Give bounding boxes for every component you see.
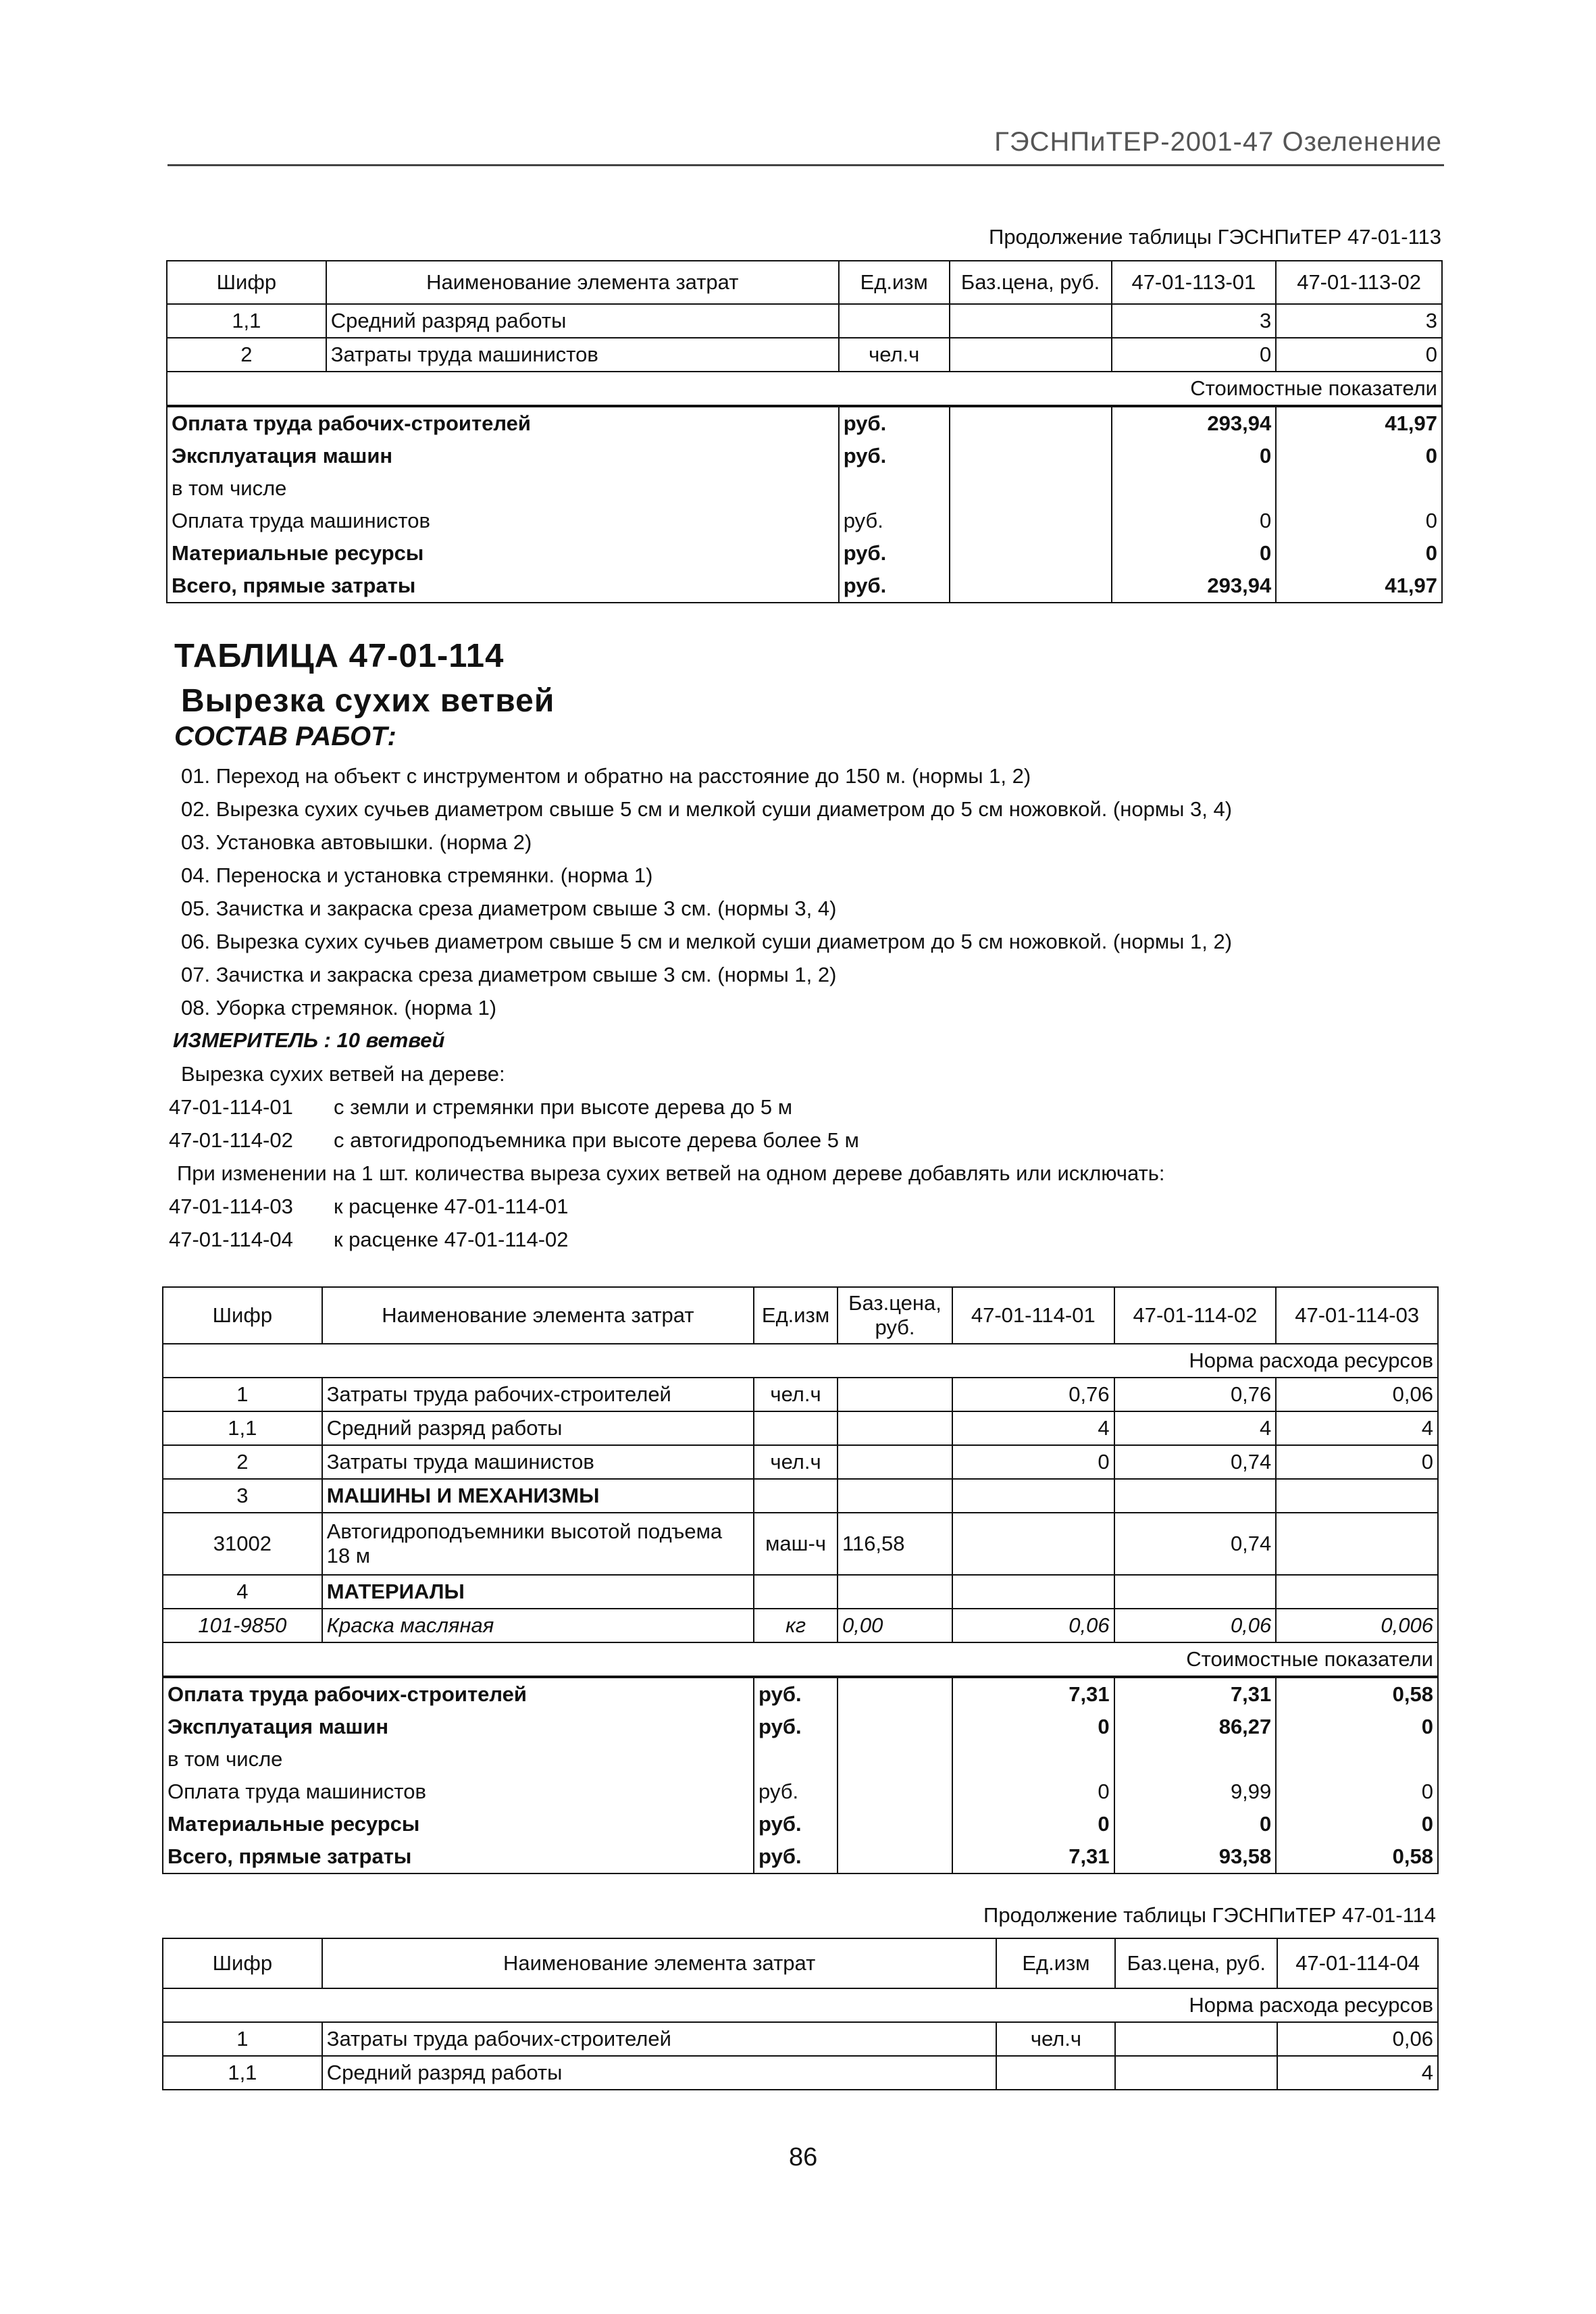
cell-unit: чел.ч xyxy=(754,1445,838,1479)
cell-price: 0,00 xyxy=(838,1609,952,1642)
table-row xyxy=(167,570,1442,603)
cell-price xyxy=(950,304,1112,338)
cell-code: 1 xyxy=(163,2022,322,2056)
work-item: 02. Вырезка сухих сучьев диаметром свыше 5 см и мелкой суши диаметром до 5 см ножовкой. (нормы 3, 4) xyxy=(181,797,1233,821)
table-row xyxy=(163,1513,1438,1575)
code-text: к расценке 47-01-114-01 xyxy=(334,1194,569,1218)
cell-price xyxy=(838,1808,952,1840)
cell-value: 0,06 xyxy=(1114,1609,1277,1642)
cell-value: 0 xyxy=(952,1808,1114,1840)
cell-price xyxy=(950,505,1112,537)
cell-value: 3 xyxy=(1112,304,1277,338)
table3-col-code: Шифр xyxy=(163,1938,322,1988)
table3-col-114-04: 47-01-114-04 xyxy=(1277,1938,1438,1988)
cell-value: 0,06 xyxy=(952,1609,1114,1642)
cell-value: 0 xyxy=(1276,1776,1438,1808)
cell-value: 41,97 xyxy=(1276,406,1442,440)
work-item: 04. Переноска и установка стремянки. (норма 1) xyxy=(181,863,653,887)
cell-unit xyxy=(839,304,950,338)
cell-value: 0,006 xyxy=(1276,1609,1438,1642)
table2-col-114-02: 47-01-114-02 xyxy=(1114,1287,1277,1344)
table1-cost-label-row xyxy=(167,372,1442,406)
cell-value: 0 xyxy=(1276,1711,1438,1743)
cell-value: 0 xyxy=(1276,1445,1438,1479)
table1-col-name: Наименование элемента затрат xyxy=(326,261,839,304)
cell-price xyxy=(838,1711,952,1743)
cell-unit xyxy=(754,1411,838,1445)
cell-value: 0 xyxy=(952,1776,1114,1808)
cell-name: Оплата труда машинистов xyxy=(163,1776,754,1808)
cell-price xyxy=(838,1479,952,1513)
table1-col-113-01: 47-01-113-01 xyxy=(1112,261,1277,304)
table2-col-unit: Ед.изм xyxy=(754,1287,838,1344)
table-row xyxy=(163,1840,1438,1873)
table3-col-name: Наименование элемента затрат xyxy=(322,1938,997,1988)
work-item: 05. Зачистка и закраска среза диаметром свыше 3 см. (нормы 3, 4) xyxy=(181,897,837,920)
cell-price xyxy=(950,338,1112,372)
section-title: ТАБЛИЦА 47-01-114 xyxy=(174,638,505,674)
cell-name: Всего, прямые затраты xyxy=(163,1840,754,1873)
cell-value xyxy=(1114,1743,1277,1776)
header-rule xyxy=(168,164,1444,166)
cell-code: 1,1 xyxy=(163,1411,322,1445)
cost-label: Стоимостные показатели xyxy=(163,1642,1438,1677)
cell-value: 293,94 xyxy=(1112,406,1277,440)
table-row xyxy=(167,338,1442,372)
cell-value: 7,31 xyxy=(952,1677,1114,1711)
cell-name: Материальные ресурсы xyxy=(163,1808,754,1840)
cell-value: 0,76 xyxy=(952,1378,1114,1411)
cell-value xyxy=(1276,1575,1438,1609)
cell-price: 116,58 xyxy=(838,1513,952,1575)
cell-name: Всего, прямые затраты xyxy=(167,570,839,603)
table-row xyxy=(167,537,1442,570)
cell-unit xyxy=(996,2056,1115,2090)
table-row xyxy=(167,472,1442,505)
cell-name: Автогидроподъемники высотой подъема 18 м xyxy=(322,1513,754,1575)
table3-norm-label-row xyxy=(163,1988,1438,2022)
cell-name: Краска масляная xyxy=(322,1609,754,1642)
intro-text: Вырезка сухих ветвей на дереве: xyxy=(181,1062,505,1086)
table-row xyxy=(163,2022,1438,2056)
cell-value: 4 xyxy=(1277,2056,1438,2090)
table2-col-114-03: 47-01-114-03 xyxy=(1276,1287,1438,1344)
cell-unit: руб. xyxy=(754,1711,838,1743)
cell-unit: руб. xyxy=(754,1808,838,1840)
table-row xyxy=(167,304,1442,338)
norm-label: Норма расхода ресурсов xyxy=(163,1988,1438,2022)
table2-col-114-01: 47-01-114-01 xyxy=(952,1287,1114,1344)
cell-name: Оплата труда рабочих-строителей xyxy=(163,1677,754,1711)
cell-name: в том числе xyxy=(167,472,839,505)
code-label: 47-01-114-04 xyxy=(169,1228,293,1251)
code-label: 47-01-114-02 xyxy=(169,1128,293,1152)
izmeritel: ИЗМЕРИТЕЛЬ : 10 ветвей xyxy=(173,1028,445,1052)
cell-price xyxy=(950,472,1112,505)
table-row xyxy=(163,1677,1438,1711)
cell-name: Средний разряд работы xyxy=(322,1411,754,1445)
cell-price xyxy=(950,537,1112,570)
cell-name: МАТЕРИАЛЫ xyxy=(322,1575,754,1609)
cell-code: 1,1 xyxy=(163,2056,322,2090)
code-label: 47-01-114-03 xyxy=(169,1194,293,1218)
cell-code: 31002 xyxy=(163,1513,322,1575)
cell-value: 0 xyxy=(1276,1808,1438,1840)
sostav-heading: СОСТАВ РАБОТ: xyxy=(174,722,396,751)
table-row xyxy=(163,1609,1438,1642)
table2-col-name: Наименование элемента затрат xyxy=(322,1287,754,1344)
table1-continuation: Продолжение таблицы ГЭСНПиТЕР 47-01-113 xyxy=(989,225,1441,249)
table-row xyxy=(163,1743,1438,1776)
table-row xyxy=(163,1776,1438,1808)
change-note: При изменении на 1 шт. количества выреза сухих ветвей на одном дереве добавлять или исключать: xyxy=(177,1161,1165,1185)
cell-value: 4 xyxy=(952,1411,1114,1445)
table1-header-row xyxy=(167,261,1442,304)
code-label: 47-01-114-01 xyxy=(169,1095,293,1119)
cell-value: 0 xyxy=(1114,1808,1277,1840)
cell-unit xyxy=(754,1743,838,1776)
cell-price xyxy=(838,1677,952,1711)
cell-value xyxy=(1112,472,1277,505)
table-row xyxy=(163,1445,1438,1479)
cell-value: 0 xyxy=(1112,338,1277,372)
cell-unit: маш-ч xyxy=(754,1513,838,1575)
cell-unit xyxy=(754,1575,838,1609)
section-subtitle: Вырезка сухих ветвей xyxy=(181,683,555,719)
cell-unit: руб. xyxy=(839,570,950,603)
cell-value xyxy=(952,1513,1114,1575)
norm-label: Норма расхода ресурсов xyxy=(163,1344,1438,1378)
cell-value xyxy=(1114,1575,1277,1609)
cell-unit xyxy=(754,1479,838,1513)
cell-name: Средний разряд работы xyxy=(326,304,839,338)
cell-name: Затраты труда рабочих-строителей xyxy=(322,2022,997,2056)
table3-header-row xyxy=(163,1938,1438,1988)
cell-value: 0 xyxy=(1112,537,1277,570)
cell-value xyxy=(1114,1479,1277,1513)
cell-unit: чел.ч xyxy=(754,1378,838,1411)
cell-unit: руб. xyxy=(839,537,950,570)
cell-unit: руб. xyxy=(754,1840,838,1873)
cell-name: Оплата труда рабочих-строителей xyxy=(167,406,839,440)
table-row xyxy=(167,505,1442,537)
cell-price xyxy=(838,1840,952,1873)
cell-code: 1,1 xyxy=(167,304,326,338)
work-item: 03. Установка автовышки. (норма 2) xyxy=(181,830,532,854)
cell-price xyxy=(838,1411,952,1445)
cell-price xyxy=(838,1445,952,1479)
cell-value: 7,31 xyxy=(1114,1677,1277,1711)
cell-value: 0,06 xyxy=(1276,1378,1438,1411)
cell-value: 0 xyxy=(1276,440,1442,472)
cell-unit: руб. xyxy=(839,406,950,440)
cell-code: 3 xyxy=(163,1479,322,1513)
page-number: 86 xyxy=(789,2143,818,2171)
cell-value: 0,76 xyxy=(1114,1378,1277,1411)
table3-continuation: Продолжение таблицы ГЭСНПиТЕР 47-01-114 xyxy=(983,1903,1436,1927)
table-row xyxy=(163,1711,1438,1743)
cell-unit: руб. xyxy=(839,440,950,472)
table2 xyxy=(162,1286,1439,1874)
cell-value xyxy=(952,1575,1114,1609)
cell-value xyxy=(952,1743,1114,1776)
cell-value xyxy=(952,1479,1114,1513)
cell-price xyxy=(838,1575,952,1609)
cell-name: Средний разряд работы xyxy=(322,2056,997,2090)
cell-unit: руб. xyxy=(754,1776,838,1808)
cell-price xyxy=(838,1776,952,1808)
cell-price xyxy=(838,1743,952,1776)
code-text: с автогидроподъемника при высоте дерева более 5 м xyxy=(334,1128,859,1152)
table-row xyxy=(163,1479,1438,1513)
cell-value: 0,58 xyxy=(1276,1677,1438,1711)
table1-col-price: Баз.цена, руб. xyxy=(950,261,1112,304)
code-text: с земли и стремянки при высоте дерева до 5 м xyxy=(334,1095,793,1119)
cell-code: 1 xyxy=(163,1378,322,1411)
cell-name: Оплата труда машинистов xyxy=(167,505,839,537)
cell-unit: чел.ч xyxy=(996,2022,1115,2056)
cell-value: 41,97 xyxy=(1276,570,1442,603)
table-row xyxy=(163,1411,1438,1445)
cell-unit: руб. xyxy=(754,1677,838,1711)
work-item: 07. Зачистка и закраска среза диаметром свыше 3 см. (нормы 1, 2) xyxy=(181,963,837,986)
table-row xyxy=(163,1808,1438,1840)
cell-name: МАШИНЫ И МЕХАНИЗМЫ xyxy=(322,1479,754,1513)
table1 xyxy=(166,260,1443,603)
cell-unit: кг xyxy=(754,1609,838,1642)
table2-header-row xyxy=(163,1287,1438,1344)
table-row xyxy=(167,406,1442,440)
cell-name: Эксплуатация машин xyxy=(167,440,839,472)
cell-name: Затраты труда машинистов xyxy=(326,338,839,372)
table-row xyxy=(163,2056,1438,2090)
cell-value: 0,74 xyxy=(1114,1513,1277,1575)
cell-value xyxy=(1276,1513,1438,1575)
cell-value: 93,58 xyxy=(1114,1840,1277,1873)
cell-value: 0 xyxy=(1276,505,1442,537)
cell-code: 2 xyxy=(163,1445,322,1479)
cell-value: 0 xyxy=(1276,338,1442,372)
cell-value: 293,94 xyxy=(1112,570,1277,603)
cell-code: 2 xyxy=(167,338,326,372)
running-header: ГЭСНПиТЕР-2001-47 Озеленение xyxy=(994,127,1442,157)
cell-value: 4 xyxy=(1276,1411,1438,1445)
cell-value: 3 xyxy=(1276,304,1442,338)
table1-col-113-02: 47-01-113-02 xyxy=(1276,261,1442,304)
cell-value: 0 xyxy=(1276,537,1442,570)
work-item: 06. Вырезка сухих сучьев диаметром свыше 5 см и мелкой суши диаметром до 5 см ножовкой. (нормы 1, 2) xyxy=(181,930,1233,953)
cell-name: Затраты труда машинистов xyxy=(322,1445,754,1479)
table3 xyxy=(162,1938,1439,2090)
cell-name: Материальные ресурсы xyxy=(167,537,839,570)
cell-value: 9,99 xyxy=(1114,1776,1277,1808)
cell-value: 7,31 xyxy=(952,1840,1114,1873)
cell-price xyxy=(1115,2022,1277,2056)
cell-price xyxy=(950,570,1112,603)
cell-value: 0,06 xyxy=(1277,2022,1438,2056)
table2-cost-label-row xyxy=(163,1642,1438,1677)
cell-name: Затраты труда рабочих-строителей xyxy=(322,1378,754,1411)
table3-col-unit: Ед.изм xyxy=(996,1938,1115,1988)
table1-col-code: Шифр xyxy=(167,261,326,304)
cell-price xyxy=(838,1378,952,1411)
cell-value xyxy=(1276,1479,1438,1513)
table2-norm-label-row xyxy=(163,1344,1438,1378)
cost-label: Стоимостные показатели xyxy=(167,372,1442,406)
cell-price xyxy=(950,440,1112,472)
table-row xyxy=(163,1378,1438,1411)
cell-value: 0 xyxy=(1112,505,1277,537)
table-row xyxy=(167,440,1442,472)
cell-name: Эксплуатация машин xyxy=(163,1711,754,1743)
cell-unit xyxy=(839,472,950,505)
cell-unit: чел.ч xyxy=(839,338,950,372)
table1-col-unit: Ед.изм xyxy=(839,261,950,304)
work-item: 01. Переход на объект с инструментом и обратно на расстояние до 150 м. (нормы 1, 2) xyxy=(181,764,1031,788)
cell-code: 101-9850 xyxy=(163,1609,322,1642)
cell-value: 0 xyxy=(952,1711,1114,1743)
work-item: 08. Уборка стремянок. (норма 1) xyxy=(181,996,497,1020)
cell-value xyxy=(1276,1743,1438,1776)
cell-value: 0,58 xyxy=(1276,1840,1438,1873)
table2-col-price: Баз.цена, руб. xyxy=(838,1287,952,1344)
cell-value: 0 xyxy=(1112,440,1277,472)
table3-col-price: Баз.цена, руб. xyxy=(1115,1938,1277,1988)
table-row xyxy=(163,1575,1438,1609)
cell-unit: руб. xyxy=(839,505,950,537)
cell-code: 4 xyxy=(163,1575,322,1609)
cell-value xyxy=(1276,472,1442,505)
cell-value: 86,27 xyxy=(1114,1711,1277,1743)
cell-value: 0 xyxy=(952,1445,1114,1479)
table2-col-code: Шифр xyxy=(163,1287,322,1344)
cell-price xyxy=(950,406,1112,440)
cell-name: в том числе xyxy=(163,1743,754,1776)
cell-value: 4 xyxy=(1114,1411,1277,1445)
code-text: к расценке 47-01-114-02 xyxy=(334,1228,569,1251)
cell-price xyxy=(1115,2056,1277,2090)
cell-value: 0,74 xyxy=(1114,1445,1277,1479)
